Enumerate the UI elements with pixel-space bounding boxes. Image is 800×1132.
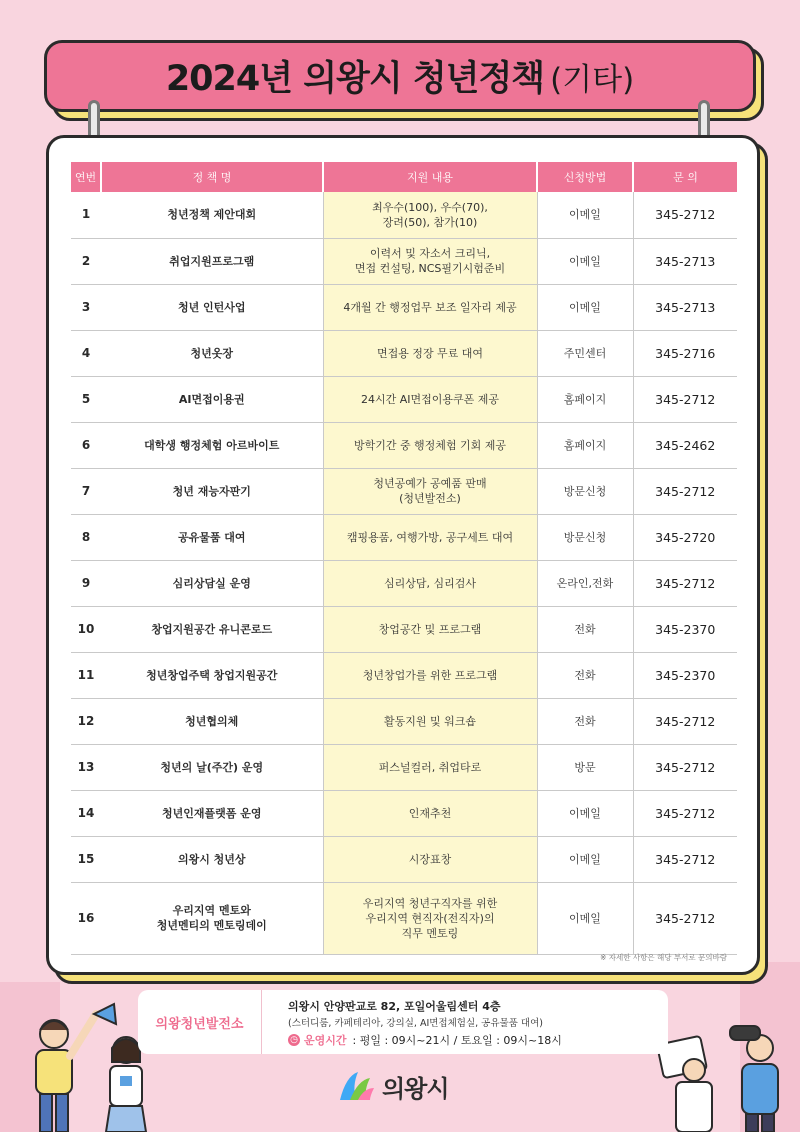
footnote: ※ 자세한 사항은 해당 부서로 문의바람 (600, 953, 727, 962)
policy-name: 청년정책 제안대회 (101, 192, 323, 238)
row-number: 2 (71, 238, 101, 284)
row-number: 12 (71, 698, 101, 744)
support-content: 캠핑용품, 여행가방, 공구세트 대여 (323, 514, 537, 560)
table-header-row (71, 162, 737, 192)
contact-number: 345-2712 (633, 468, 737, 514)
contact-number: 345-2712 (633, 698, 737, 744)
header-contact: 문 의 (633, 162, 737, 192)
contact-number: 345-2370 (633, 652, 737, 698)
hours-value: : 평일 : 09시~21시 / 토요일 : 09시~18시 (352, 1034, 562, 1047)
application-method: 전화 (537, 698, 633, 744)
row-number: 16 (71, 882, 101, 954)
table-row (71, 422, 737, 468)
table-row (71, 698, 737, 744)
support-content: 24시간 AI면접이용쿠폰 제공 (323, 376, 537, 422)
policy-name: 청년협의체 (101, 698, 323, 744)
row-number: 9 (71, 560, 101, 606)
application-method: 방문신청 (537, 514, 633, 560)
table-row (71, 514, 737, 560)
support-content: 창업공간 및 프로그램 (323, 606, 537, 652)
table-row (71, 468, 737, 514)
header-no: 연번 (71, 162, 101, 192)
contact-number: 345-2712 (633, 744, 737, 790)
row-number: 7 (71, 468, 101, 514)
page-subtitle: (기타) (550, 61, 635, 98)
application-method: 이메일 (537, 284, 633, 330)
contact-number: 345-2370 (633, 606, 737, 652)
policy-name: 청년 인턴사업 (101, 284, 323, 330)
policy-table (71, 162, 737, 955)
policy-name: 창업지원공간 유니콘로드 (101, 606, 323, 652)
uiwang-logo-icon (336, 1066, 376, 1106)
contact-number: 345-2712 (633, 560, 737, 606)
contact-number: 345-2712 (633, 376, 737, 422)
table-row (71, 836, 737, 882)
row-number: 11 (71, 652, 101, 698)
application-method: 주민센터 (537, 330, 633, 376)
row-number: 15 (71, 836, 101, 882)
contact-number: 345-2720 (633, 514, 737, 560)
support-content: 시장표창 (323, 836, 537, 882)
contact-number: 345-2713 (633, 284, 737, 330)
contact-number: 345-2712 (633, 836, 737, 882)
application-method: 온라인,전화 (537, 560, 633, 606)
application-method: 이메일 (537, 192, 633, 238)
uiwang-logo-text: 의왕시 (382, 1074, 449, 1103)
row-number: 13 (71, 744, 101, 790)
policy-name: 의왕시 청년상 (101, 836, 323, 882)
header-support: 지원 내용 (323, 162, 537, 192)
title-banner (44, 40, 756, 112)
application-method: 홈페이지 (537, 422, 633, 468)
support-content: 청년공예가 공예품 판매 (청년발전소) (323, 468, 537, 514)
support-content: 면접용 정장 무료 대여 (323, 330, 537, 376)
application-method: 방문신청 (537, 468, 633, 514)
youth-center-hours (288, 1032, 562, 1048)
row-number: 10 (71, 606, 101, 652)
youth-center-name: 의왕청년발전소 (138, 990, 262, 1054)
contact-number: 345-2712 (633, 790, 737, 836)
policy-name: 청년인재플랫폼 운영 (101, 790, 323, 836)
table-row (71, 376, 737, 422)
support-content: 청년창업가를 위한 프로그램 (323, 652, 537, 698)
support-content: 이력서 및 자소서 크리닉, 면접 컨설팅, NCS필기시험준비 (323, 238, 537, 284)
contact-number: 345-2712 (633, 192, 737, 238)
table-row (71, 882, 737, 954)
row-number: 14 (71, 790, 101, 836)
policy-card (46, 135, 760, 975)
youth-center-address: 의왕시 안양판교로 82, 포일어울림센터 4층 (288, 1000, 501, 1013)
application-method: 전화 (537, 606, 633, 652)
policy-name: 청년의 날(주간) 운영 (101, 744, 323, 790)
youth-center-info (138, 990, 668, 1054)
support-content: 최우수(100), 우수(70), 장려(50), 참가(10) (323, 192, 537, 238)
policy-name: 공유물품 대여 (101, 514, 323, 560)
uiwang-logo (336, 1066, 449, 1106)
policy-name: AI면접이용권 (101, 376, 323, 422)
table-row (71, 284, 737, 330)
row-number: 3 (71, 284, 101, 330)
contact-number: 345-2713 (633, 238, 737, 284)
row-number: 6 (71, 422, 101, 468)
row-number: 8 (71, 514, 101, 560)
application-method: 전화 (537, 652, 633, 698)
policy-name: 청년창업주택 창업지원공간 (101, 652, 323, 698)
policy-name: 대학생 행정체험 아르바이트 (101, 422, 323, 468)
table-row (71, 652, 737, 698)
application-method: 홈페이지 (537, 376, 633, 422)
table-row (71, 744, 737, 790)
support-content: 방학기간 중 행정체험 기회 제공 (323, 422, 537, 468)
policy-name: 심리상담실 운영 (101, 560, 323, 606)
table-row (71, 790, 737, 836)
application-method: 이메일 (537, 836, 633, 882)
table-row (71, 192, 737, 238)
row-number: 1 (71, 192, 101, 238)
table-body (71, 192, 737, 954)
header-method: 신청방법 (537, 162, 633, 192)
page-title: 2024년 의왕시 청년정책 (165, 59, 545, 99)
row-number: 5 (71, 376, 101, 422)
youth-center-facilities: (스터디룸, 카페테리아, 강의실, AI면접체험실, 공유물품 대여) (288, 1018, 543, 1029)
application-method: 이메일 (537, 882, 633, 954)
support-content: 퍼스널컬러, 취업타로 (323, 744, 537, 790)
application-method: 이메일 (537, 790, 633, 836)
figure-right-illustration (650, 1000, 800, 1132)
support-content: 인재추천 (323, 790, 537, 836)
table-row (71, 606, 737, 652)
table-row (71, 330, 737, 376)
application-method: 방문 (537, 744, 633, 790)
application-method: 이메일 (537, 238, 633, 284)
table-row (71, 238, 737, 284)
support-content: 심리상담, 심리검사 (323, 560, 537, 606)
table-row (71, 560, 737, 606)
policy-name: 청년옷장 (101, 330, 323, 376)
contact-number: 345-2462 (633, 422, 737, 468)
support-content: 4개월 간 행정업무 보조 일자리 제공 (323, 284, 537, 330)
contact-number: 345-2716 (633, 330, 737, 376)
policy-name: 취업지원프로그램 (101, 238, 323, 284)
header-policy-name: 정 책 명 (101, 162, 323, 192)
support-content: 우리지역 청년구직자를 위한 우리지역 현직자(전직자)의 직무 멘토링 (323, 882, 537, 954)
row-number: 4 (71, 330, 101, 376)
hours-label: 운영시간 (304, 1034, 347, 1047)
contact-number: 345-2712 (633, 882, 737, 954)
policy-name: 우리지역 멘토와 청년멘티의 멘토링데이 (101, 882, 323, 954)
clock-icon: ◷ (288, 1034, 300, 1046)
policy-name: 청년 재능자판기 (101, 468, 323, 514)
support-content: 활동지원 및 워크숍 (323, 698, 537, 744)
